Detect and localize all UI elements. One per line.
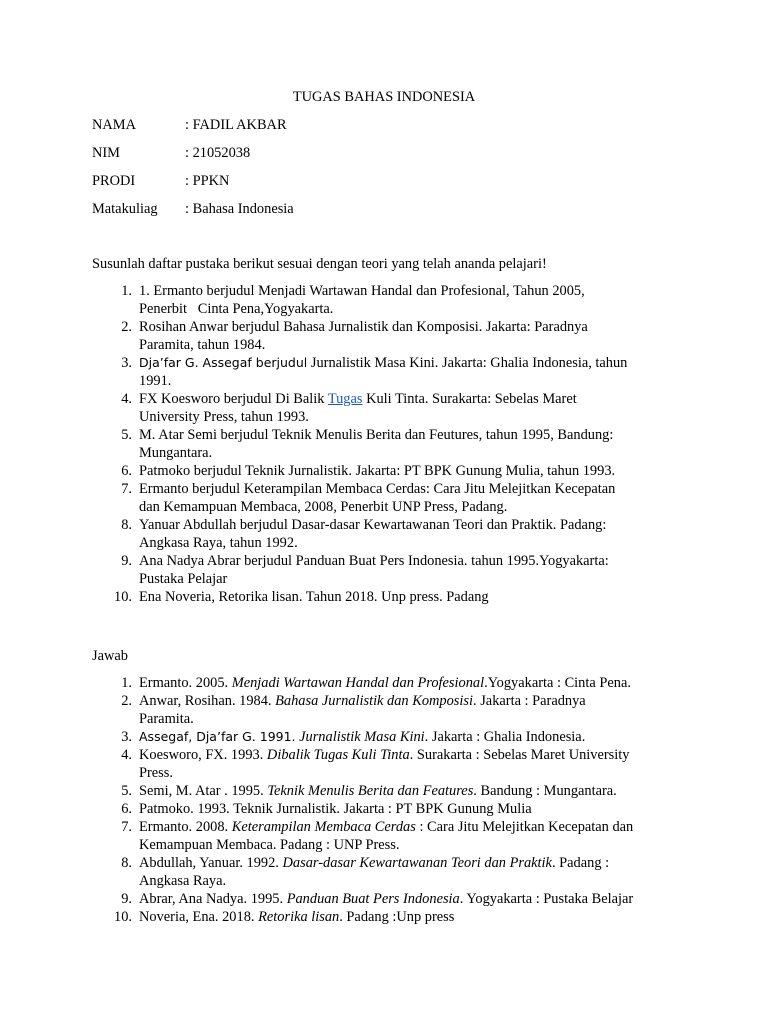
list-item: [92, 890, 692, 908]
list-item: [92, 462, 692, 480]
info-row-nama: [92, 116, 287, 134]
item-title: Teknik Menulis Berita dan Features: [267, 783, 474, 799]
question-list: [92, 282, 692, 606]
item-title: Retorika lisan: [258, 909, 340, 925]
item-line: 1991.: [139, 373, 172, 389]
list-item: [92, 674, 692, 692]
item-number: 3.: [121, 729, 132, 745]
item-text: Ermanto. 2005.: [139, 675, 232, 691]
info-label: NIM: [92, 145, 120, 161]
item-line: Ena Noveria, Retorika lisan. Tahun 2018. Unp press. Padang: [139, 589, 489, 605]
item-line: Penerbit Cinta Pena,Yogyakarta.: [139, 301, 334, 317]
list-item: [92, 318, 692, 354]
item-text: FX Koesworo berjudul Di Balik: [139, 391, 328, 407]
item-line: Ermanto berjudul Keterampilan Membaca Cerdas: Cara Jitu Melejitkan Kecepatan: [139, 481, 616, 497]
item-title: Menjadi Wartawan Handal dan Profesional: [231, 675, 485, 691]
list-item: [92, 854, 692, 890]
item-line: Rosihan Anwar berjudul Bahasa Jurnalistik dan Komposisi. Jakarta: Paradnya: [139, 319, 588, 335]
item-text: . Surakarta : Sebelas Maret University: [409, 747, 630, 763]
list-item: [92, 426, 692, 462]
item-line: Angkasa Raya.: [139, 873, 227, 889]
list-item: [92, 692, 692, 728]
item-text: . Jakarta : Paradnya: [473, 693, 586, 709]
item-text: Abrar, Ana Nadya. 1995.: [139, 891, 287, 907]
item-text: Koesworo, FX. 1993.: [139, 747, 267, 763]
item-line: M. Atar Semi berjudul Teknik Menulis Berita dan Feutures, tahun 1995, Bandung:: [139, 427, 614, 443]
list-item: [92, 516, 692, 552]
item-text: Anwar, Rosihan. 1984.: [139, 693, 276, 709]
item-text: Semi, M. Atar . 1995.: [139, 783, 268, 799]
item-number: 7.: [121, 481, 132, 497]
item-line: Angkasa Raya, tahun 1992.: [139, 535, 298, 551]
item-line: Paramita, tahun 1984.: [139, 337, 266, 353]
item-line: Pustaka Pelajar: [139, 571, 228, 587]
item-text: . Yogyakarta : Pustaka Belajar: [459, 891, 634, 907]
item-text: . Jakarta : Ghalia Indonesia.: [424, 729, 586, 745]
list-item: [92, 800, 692, 818]
item-text: . Bandung : Mungantara.: [473, 783, 617, 799]
info-value: : FADIL AKBAR: [185, 117, 287, 133]
item-line: University Press, tahun 1993.: [139, 409, 309, 425]
info-value: : PPKN: [185, 173, 230, 189]
info-row-prodi: [92, 172, 229, 190]
item-line: Kemampuan Membaca. Padang : UNP Press.: [139, 837, 400, 853]
item-line: Ana Nadya Abrar berjudul Panduan Buat Pers Indonesia. tahun 1995.Yogyakarta:: [139, 553, 609, 569]
item-text: Dja’far G. Assegaf berjudul: [139, 355, 308, 370]
item-text: Ermanto. 2008.: [139, 819, 232, 835]
list-item: [92, 746, 692, 782]
item-text: . Padang :: [551, 855, 610, 871]
item-number: 3.: [121, 355, 132, 371]
item-text: . Padang :Unp press: [339, 909, 455, 925]
item-line: Yanuar Abdullah berjudul Dasar-dasar Kewartawanan Teori dan Praktik. Padang:: [139, 517, 607, 533]
item-text: Noveria, Ena. 2018.: [139, 909, 259, 925]
item-number: 4.: [121, 747, 132, 763]
item-number: 6.: [121, 463, 132, 479]
item-number: 8.: [121, 855, 132, 871]
item-number: 1.: [121, 675, 132, 691]
item-title: Bahasa Jurnalistik dan Komposisi: [275, 693, 474, 709]
item-text: Assegaf, Dja’far G. 1991.: [139, 729, 296, 744]
item-number: 8.: [121, 517, 132, 533]
item-title: Panduan Buat Pers Indonesia: [286, 891, 460, 907]
info-label: PRODI: [92, 173, 136, 189]
item-number: 9.: [121, 553, 132, 569]
list-item: [92, 782, 692, 800]
item-text: Jurnalistik Masa Kini. Jakarta: Ghalia Indonesia, tahun: [307, 355, 628, 371]
info-row-nim: [92, 144, 250, 162]
item-text: Kuli Tinta. Surakarta: Sebelas Maret: [362, 391, 577, 407]
item-text: Patmoko. 1993. Teknik Jurnalistik. Jakarta : PT BPK Gunung Mulia: [139, 801, 532, 817]
list-item: [92, 354, 692, 390]
info-label: Matakuliag: [92, 201, 158, 217]
item-title: Dibalik Tugas Kuli Tinta: [266, 747, 410, 763]
item-text: .Yogyakarta : Cinta Pena.: [484, 675, 631, 691]
item-number: 5.: [121, 783, 132, 799]
item-number: 4.: [121, 391, 132, 407]
list-item: [92, 480, 692, 516]
item-number: 10.: [114, 589, 132, 605]
list-item: [92, 728, 692, 746]
list-item: [92, 908, 692, 926]
list-item: [92, 818, 692, 854]
item-line: 1. Ermanto berjudul Menjadi Wartawan Handal dan Profesional, Tahun 2005,: [139, 283, 585, 299]
info-label: NAMA: [92, 117, 136, 133]
list-item: [92, 390, 692, 426]
item-number: 9.: [121, 891, 132, 907]
item-text: Abdullah, Yanuar. 1992.: [139, 855, 283, 871]
item-number: 10.: [114, 909, 132, 925]
info-value: : Bahasa Indonesia: [185, 201, 294, 217]
item-number: 6.: [121, 801, 132, 817]
item-line: Patmoko berjudul Teknik Jurnalistik. Jakarta: PT BPK Gunung Mulia, tahun 1993.: [139, 463, 616, 479]
item-line: dan Kemampuan Membaca, 2008, Penerbit UNP Press, Padang.: [139, 499, 508, 515]
item-title: Keterampilan Membaca Cerdas: [231, 819, 416, 835]
item-title: Dasar-dasar Kewartawanan Teori dan Praktik: [282, 855, 552, 871]
list-item: [92, 552, 692, 588]
answer-list: [92, 674, 692, 926]
list-item: [92, 588, 692, 606]
answer-heading: Jawab: [92, 648, 128, 664]
item-line: Press.: [139, 765, 173, 781]
item-line: Mungantara.: [139, 445, 213, 461]
document-title: TUGAS BAHAS INDONESIA: [292, 89, 476, 105]
item-number: 2.: [121, 693, 132, 709]
info-row-matakuliah: [92, 200, 294, 218]
list-item: [92, 282, 692, 318]
item-number: 5.: [121, 427, 132, 443]
item-number: 7.: [121, 819, 132, 835]
item-number: 1.: [121, 283, 132, 299]
instruction-text: Susunlah daftar pustaka berikut sesuai dengan teori yang telah ananda pelajari!: [92, 256, 547, 272]
item-number: 2.: [121, 319, 132, 335]
item-line: Paramita.: [139, 711, 194, 727]
info-value: : 21052038: [185, 145, 251, 161]
item-title: Jurnalistik Masa Kini: [295, 729, 425, 745]
item-text: : Cara Jitu Melejitkan Kecepatan dan: [415, 819, 634, 835]
tugas-link[interactable]: Tugas: [327, 391, 363, 407]
